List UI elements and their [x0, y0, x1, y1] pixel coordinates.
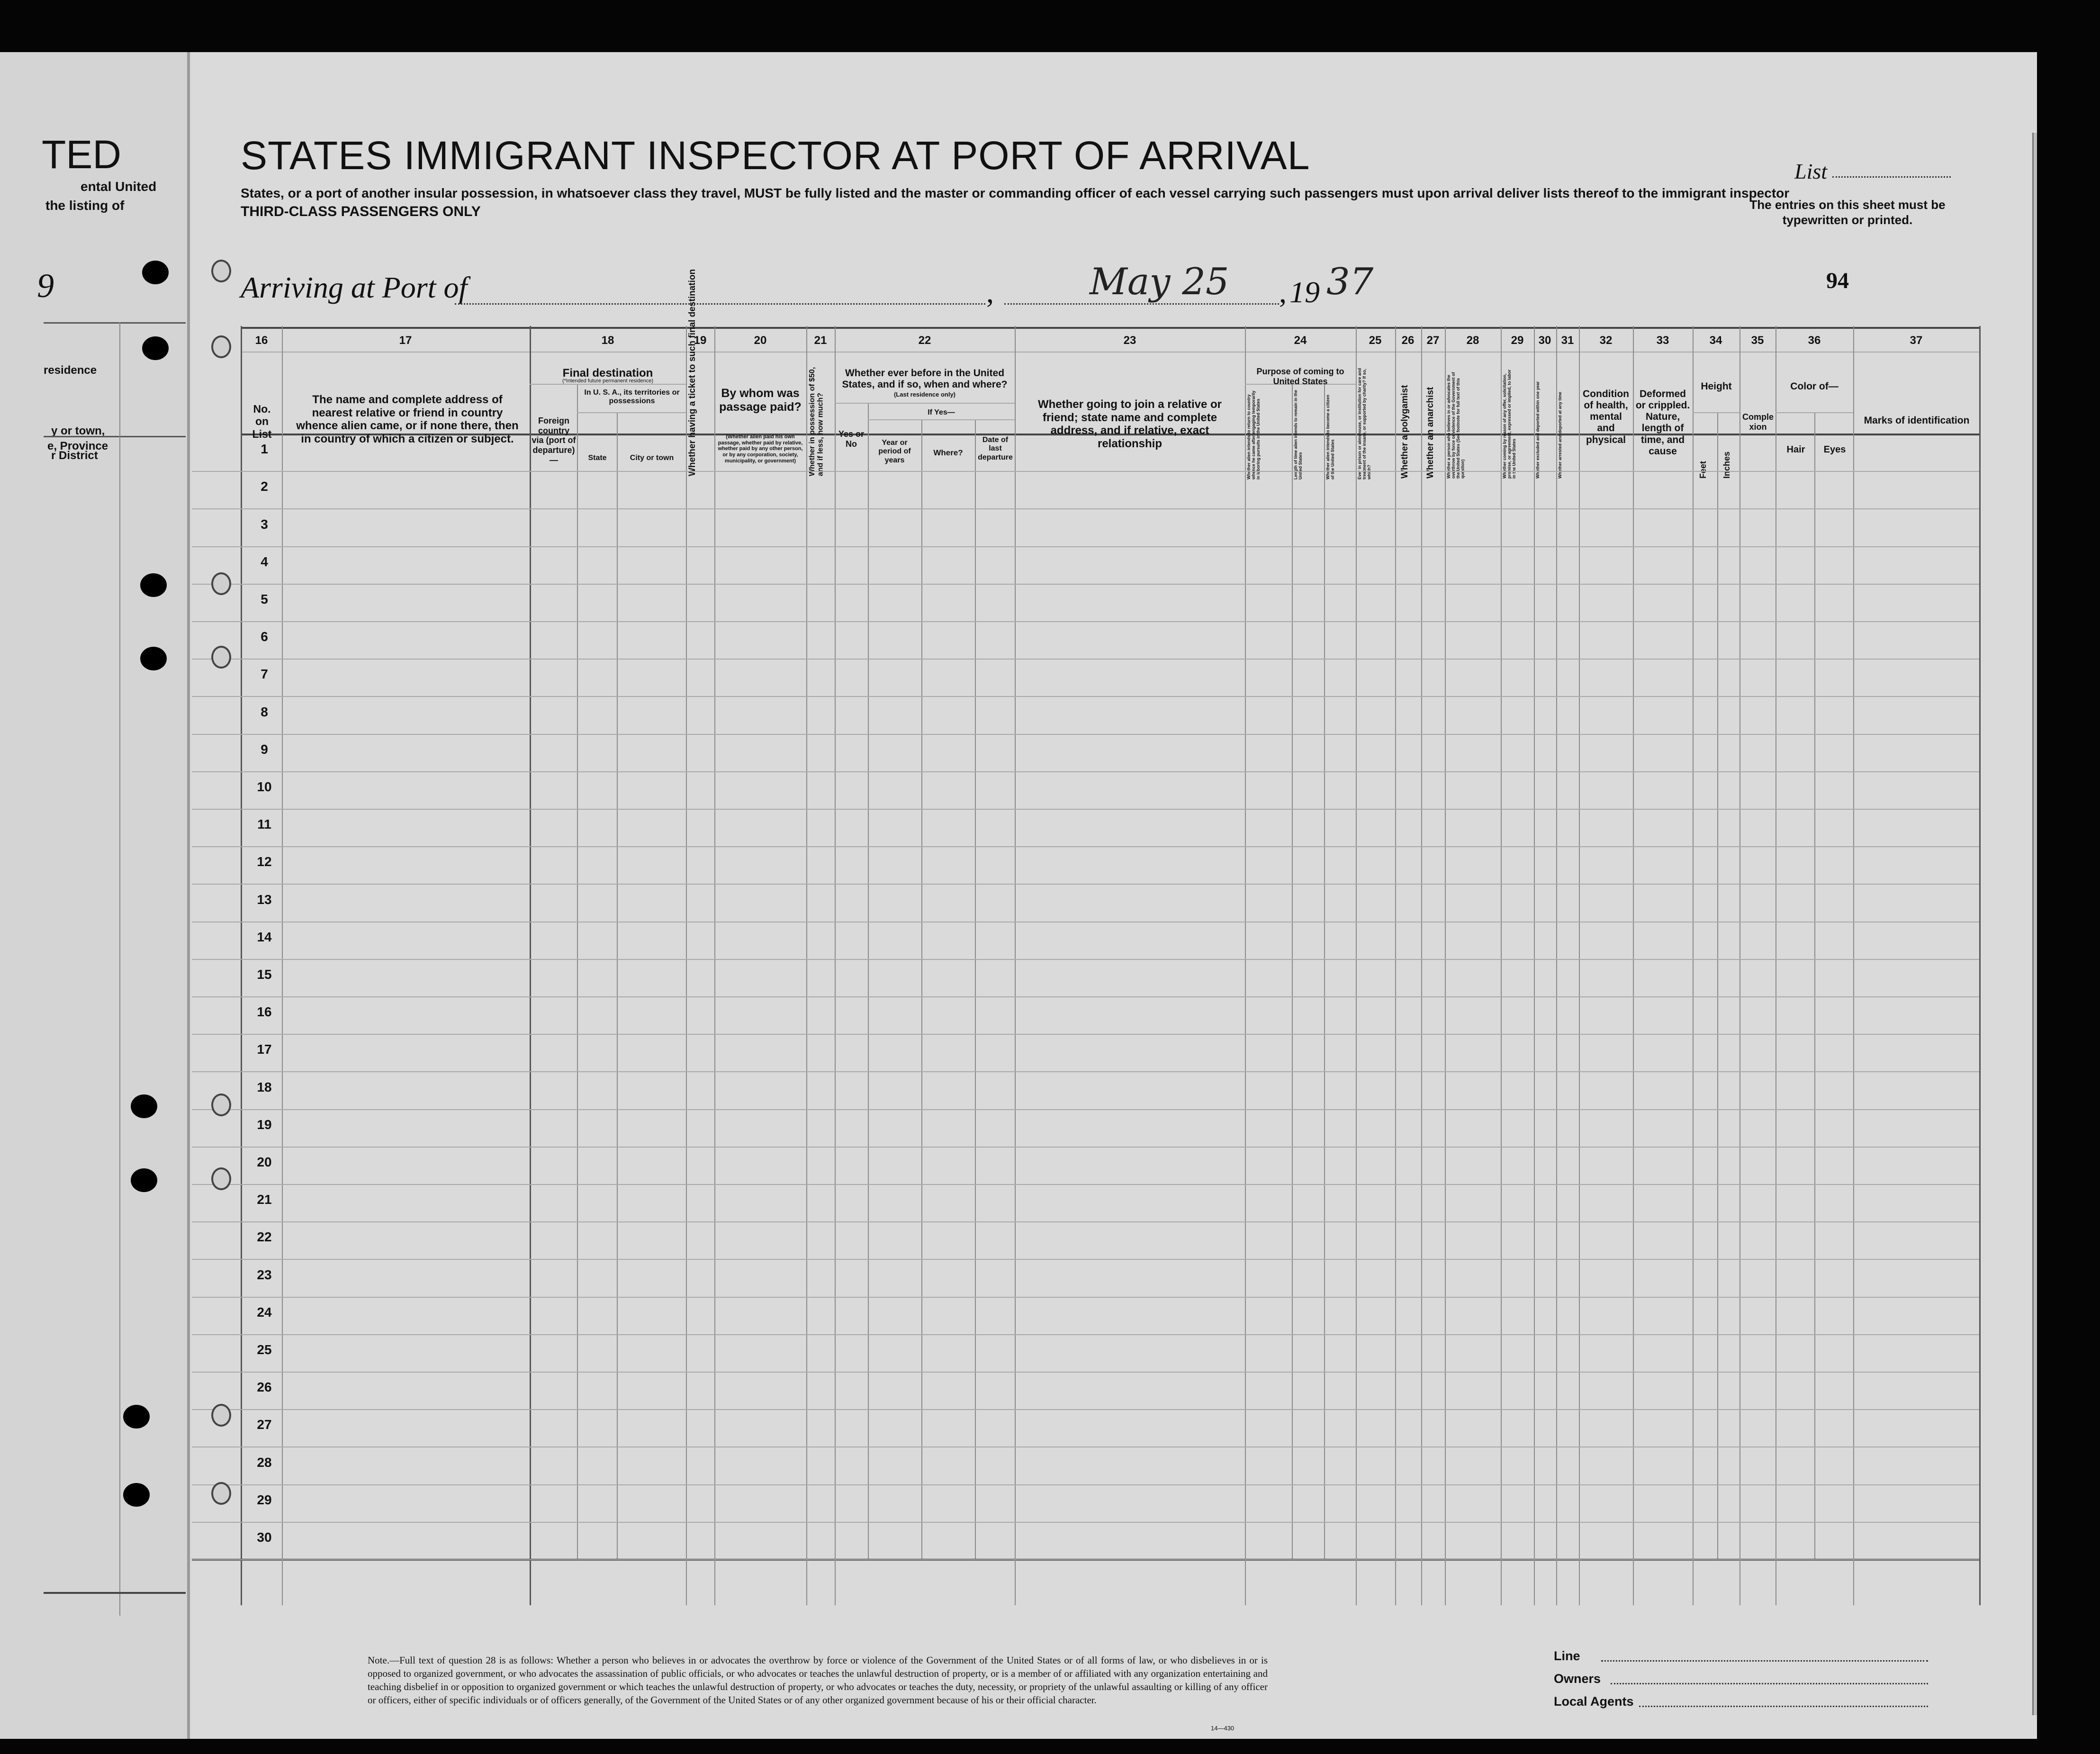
colnum-16: 16 [255, 334, 268, 347]
row-line [192, 1071, 1979, 1072]
binder-ring [211, 1167, 231, 1190]
row-line [192, 1484, 1979, 1485]
row-number: 29 [257, 1492, 272, 1507]
hdr-purpose: Purpose of coming to United States [1256, 367, 1344, 386]
grid-top-rule [241, 327, 1979, 329]
row-line [192, 884, 1979, 885]
year-prefix: 19 [1289, 275, 1320, 309]
owners-label: Owners [1554, 1672, 1601, 1686]
row-line [192, 696, 1979, 697]
colnum-17: 17 [399, 334, 412, 347]
binder-ring [211, 1482, 231, 1505]
col-rule-24c [1324, 384, 1325, 1559]
col-rule-34 [1693, 326, 1694, 1605]
col-rule-end [1979, 326, 1981, 1605]
hdr-deported: Whether arrested and deported at any time [1558, 391, 1562, 479]
hdr-color: Color of— [1790, 381, 1839, 392]
owners-field [1611, 1683, 1928, 1684]
date-field-line [1004, 303, 1279, 305]
row-number: 5 [261, 592, 268, 606]
row-line [192, 1559, 1979, 1560]
row-line [192, 1297, 1979, 1298]
row-line [192, 1109, 1979, 1110]
hdr-city: City or town [630, 454, 674, 462]
hdr-year-period: Year or period of years [878, 439, 911, 464]
hdr-state: State [588, 454, 607, 462]
hdr-purpose-length: Length of time alien intends to remain in the United States [1293, 389, 1303, 479]
hdr-labor-offer: Whether coming by reason of any offer, solicitation, promise, or agreement, expressed or implied, to labor in the United States [1502, 369, 1516, 479]
arriving-label: Arriving at Port of [241, 271, 468, 304]
col-rule-37 [1853, 326, 1854, 1605]
colnum-26: 26 [1401, 334, 1415, 347]
list-label: List [1794, 159, 1828, 183]
col-rule-19 [686, 326, 687, 1605]
hdr-polygamist: Whether a polygamist [1400, 385, 1410, 479]
colnum-25: 25 [1369, 334, 1382, 347]
row-number: 18 [257, 1079, 272, 1094]
row-number: 17 [257, 1042, 272, 1057]
typewritten-notice: The entries on this sheet must be typewritten or printed. [1749, 198, 1946, 227]
hdr-inches: Inches [1722, 451, 1731, 479]
left-year-fragment: 9 [37, 267, 54, 305]
colnum-32: 32 [1599, 334, 1613, 347]
colnum-30: 30 [1538, 334, 1551, 347]
row-number: 1 [261, 442, 268, 457]
colnum-28: 28 [1466, 334, 1479, 347]
row-line [192, 1147, 1979, 1148]
binder-ring [211, 646, 231, 669]
row-number: 25 [257, 1342, 272, 1357]
binder-hole [131, 1094, 157, 1118]
row-line [192, 546, 1979, 547]
date-comma: , [1279, 275, 1287, 309]
row-line [192, 996, 1979, 997]
hdr-excluded: Whether excluded and deported within one year [1535, 381, 1540, 479]
binder-hole [123, 1405, 150, 1429]
row-line [192, 1034, 1979, 1035]
binder-hole [140, 573, 167, 597]
hdr-where: Where? [933, 448, 963, 457]
col-rule-31 [1556, 326, 1557, 1605]
hdr-prior-visit: Whether ever before in the United States, and if so, when and where? [842, 368, 1008, 390]
row-line [192, 771, 1979, 772]
manifest-sheet [0, 52, 2037, 1739]
handwritten-date: May 25 [1090, 261, 1229, 303]
row-number: 23 [257, 1267, 272, 1282]
row-line [192, 1409, 1979, 1410]
binder-hole [140, 647, 167, 670]
left-text-fragment-1: ental United [81, 179, 157, 194]
hdr-anarchist: Whether an anarchist [1425, 387, 1435, 479]
hdr-purpose-return: Whether alien intends to return to country whence he came after engaging temporarily in laboring pursuits in the United States [1246, 390, 1261, 479]
row-line [192, 1221, 1979, 1222]
colnum-19: 19 [694, 334, 707, 347]
hdr-marks: Marks of identification [1864, 415, 1970, 426]
hdr-passage-paid: By whom was passage paid? [719, 387, 802, 414]
local-agents-field [1639, 1706, 1928, 1707]
left-header-rule [44, 322, 186, 324]
binder-hole [142, 336, 169, 360]
colnum-31: 31 [1561, 334, 1574, 347]
form-code: 14—430 [1211, 1725, 1235, 1732]
row-number: 11 [257, 817, 271, 832]
right-page [192, 52, 2037, 1739]
hdr-health: Condition of health, mental and physical [1583, 389, 1629, 445]
row-number: 13 [257, 892, 272, 907]
local-agents-label: Local Agents [1554, 1694, 1634, 1709]
hdr-last-departure: Date of last departure [978, 436, 1013, 461]
colnum-36: 36 [1808, 334, 1821, 347]
binder-ring [211, 572, 231, 595]
row-line [192, 471, 1979, 472]
hdr-yes-no: Yes or No [838, 429, 865, 449]
usa-subhead-rule [577, 412, 686, 413]
port-field-line [455, 303, 985, 305]
binder-hole [131, 1168, 157, 1192]
col-rule-22 [835, 326, 836, 1605]
hdr-final-destination-note: (*Intended future permanent residence) [562, 378, 653, 384]
row-number: 7 [261, 667, 268, 682]
hdr-prior-visit-note: (Last residence only) [893, 391, 956, 398]
row-line [192, 584, 1979, 585]
colnum-33: 33 [1656, 334, 1669, 347]
list-number-line [1832, 176, 1951, 178]
left-column-rule [119, 322, 120, 1616]
colnum-24: 24 [1294, 334, 1307, 347]
hdr-height: Height [1701, 381, 1732, 392]
col-rule-24b [1292, 384, 1293, 1559]
hdr-feet: Feet [1698, 461, 1708, 479]
col-rule-33 [1633, 326, 1634, 1605]
col-rule-18b [577, 384, 578, 1559]
handwritten-year: 37 [1326, 261, 1374, 303]
row-number: 14 [257, 929, 272, 944]
left-grid-bottom [44, 1592, 186, 1594]
row-line [192, 734, 1979, 735]
colnum-22: 22 [918, 334, 931, 347]
row-number: 10 [257, 779, 272, 794]
hdr-complexion: Complexion [1742, 412, 1774, 432]
col-rule-28 [1445, 326, 1446, 1605]
hdr-no-on-list: No. on List [252, 403, 272, 440]
row-number: 9 [261, 741, 268, 757]
row-line [192, 1372, 1979, 1373]
colnum-37: 37 [1910, 334, 1923, 347]
hdr-overthrow: Whether a person who believes in or advocates the overthrow by force or violence of the Government of the United States (See footnote for full text of this question) [1446, 372, 1465, 479]
row-line [192, 959, 1979, 960]
hdr-passage-paid-note: (Whether alien paid his own passage, whether paid by relative, whether paid by any other person, or by any corporation, society, municipality, or government) [718, 434, 803, 464]
col-rule-21 [806, 326, 807, 1605]
left-title-fragment: TED [42, 132, 121, 177]
row-line [192, 659, 1979, 660]
form-subtitle: States, or a port of another insular possession, in whatsoever class they travel, MUST be fully listed and the master or commanding officer of each vessel carrying such passengers must upon arrival deliver lists thereof to the immigrant inspector [241, 186, 1790, 200]
col-rule-35 [1739, 326, 1740, 1605]
row-number: 19 [257, 1117, 272, 1132]
hdr-if-yes: If Yes— [928, 408, 955, 416]
ifyes-rule [868, 419, 1015, 420]
col-rule-22c [921, 419, 922, 1559]
row-line [192, 1334, 1979, 1335]
row-number: 6 [261, 629, 268, 644]
left-col-fragment-1: residence [44, 364, 97, 377]
col-rule-27 [1421, 326, 1422, 1605]
height-rule [1693, 412, 1739, 413]
row-number: 28 [257, 1455, 272, 1470]
binder-hole [123, 1483, 150, 1507]
colnum-18: 18 [601, 334, 614, 347]
form-title: STATES IMMIGRANT INSPECTOR AT PORT OF ARRIVAL [241, 133, 1310, 178]
col-rule-18 [530, 326, 531, 1605]
colnum-27: 27 [1426, 334, 1440, 347]
row-number: 26 [257, 1380, 272, 1395]
row-line [192, 621, 1979, 622]
colnum-21: 21 [814, 334, 827, 347]
row-line [192, 1184, 1979, 1185]
binder-ring [211, 260, 231, 282]
hdr-ticket: Whether having a ticket to such final destination [687, 269, 697, 476]
row-number: 8 [261, 704, 268, 719]
row-number: 15 [257, 967, 272, 982]
binder-ring [211, 335, 231, 358]
binder-ring [211, 1404, 231, 1427]
hdr-eyes: Eyes [1823, 444, 1846, 455]
hdr-usa: In U. S. A., its territories or possessions [584, 389, 680, 406]
hdr-join-relative: Whether going to join a relative or friend; state name and complete address, and if relative, exact relationship [1037, 398, 1222, 450]
row-number: 30 [257, 1530, 272, 1545]
left-page-fragment [0, 52, 190, 1739]
hdr-final-destination: Final destination [562, 367, 653, 380]
row-line [192, 809, 1979, 810]
col-rule-24 [1245, 326, 1246, 1605]
row-number: 21 [257, 1192, 272, 1207]
prior-visit-rule [835, 403, 1015, 404]
col-rule-30 [1534, 326, 1535, 1605]
left-text-fragment-2: the listing of [45, 198, 125, 213]
binder-hole [142, 261, 169, 284]
colnum-34: 34 [1709, 334, 1722, 347]
left-col-fragment-3: e, Province [47, 440, 108, 452]
hdr-fifty-dollars: Whether in possession of $50, and if less, how much? [808, 367, 825, 476]
row-number: 24 [257, 1304, 272, 1320]
left-col-fragment-4: r District [51, 449, 98, 462]
page-edge [2032, 133, 2037, 1715]
hdr-purpose-citizen: Whether alien intends to become a citizen of the United States [1325, 394, 1335, 479]
sheet-number: 94 [1826, 268, 1849, 293]
row-number: 3 [261, 516, 268, 532]
colnum-23: 23 [1123, 334, 1136, 347]
row-number: 20 [257, 1155, 272, 1169]
hdr-hair: Hair [1786, 444, 1805, 455]
hdr-nearest-relative: The name and complete address of nearest relative or friend in country whence alien came, or if none there, then in country of which a citizen or subject. [296, 393, 519, 445]
col-rule-29 [1501, 326, 1502, 1605]
left-grid-top [44, 436, 186, 437]
row-number: 27 [257, 1417, 272, 1432]
col-rule-26 [1395, 326, 1396, 1605]
row-line [192, 1522, 1979, 1523]
hdr-deformed: Deformed or crippled. Nature, length of time, and cause [1635, 389, 1690, 457]
row-line [192, 846, 1979, 847]
row-number: 22 [257, 1230, 272, 1245]
passenger-class-line: THIRD-CLASS PASSENGERS ONLY [241, 204, 481, 219]
binder-ring [211, 1094, 231, 1116]
colnum-rule [241, 352, 1979, 353]
row-number: 16 [257, 1004, 272, 1020]
hdr-prison: Ever in prison or almshouse, or institution for care and treatment of the insane, or supported by charity? If so, which? [1357, 368, 1371, 479]
color-rule [1776, 412, 1853, 413]
col-rule-22b [868, 403, 869, 1559]
row-number: 4 [261, 554, 268, 569]
col-rule-32 [1579, 326, 1580, 1605]
row-line [192, 1259, 1979, 1260]
col-rule-23 [1015, 326, 1016, 1605]
colnum-35: 35 [1751, 334, 1764, 347]
colnum-29: 29 [1511, 334, 1524, 347]
row-number: 2 [261, 479, 268, 494]
left-col-fragment-2: y or town, [51, 425, 105, 437]
port-comma: , [986, 275, 994, 309]
colnum-20: 20 [754, 334, 767, 347]
col-rule-20 [714, 326, 715, 1605]
line-field [1601, 1660, 1928, 1662]
line-label: Line [1554, 1649, 1580, 1663]
col-rule-25 [1356, 326, 1357, 1605]
row-number: 12 [257, 854, 272, 869]
footnote-question-28: Note.—Full text of question 28 is as follows: Whether a person who believes in or advocates the overthrow by force or violence of the Government of the United States or of all forms of law, or who disbelieves in or is opposed to organized government, or who advocates the assassination of public officials, or who advocates or teaches the unlawful destruction of property, or is a member of or affiliated with any organization entertaining and teaching disbelief in or opposition to organized government or which teaches the unlawful destruction of property, or who advocates or teaches the duty, necessity, or propriety of the unlawful assaulting or killing of any officer or officers, either of specific individuals or of officers generally, of the Government of the United States or of any other organized government because of his or their official character. [368, 1655, 1268, 1706]
hdr-foreign-country: Foreign country via (port of departure)— [532, 416, 576, 465]
col-rule-22d [975, 419, 976, 1559]
row-line [192, 508, 1979, 509]
